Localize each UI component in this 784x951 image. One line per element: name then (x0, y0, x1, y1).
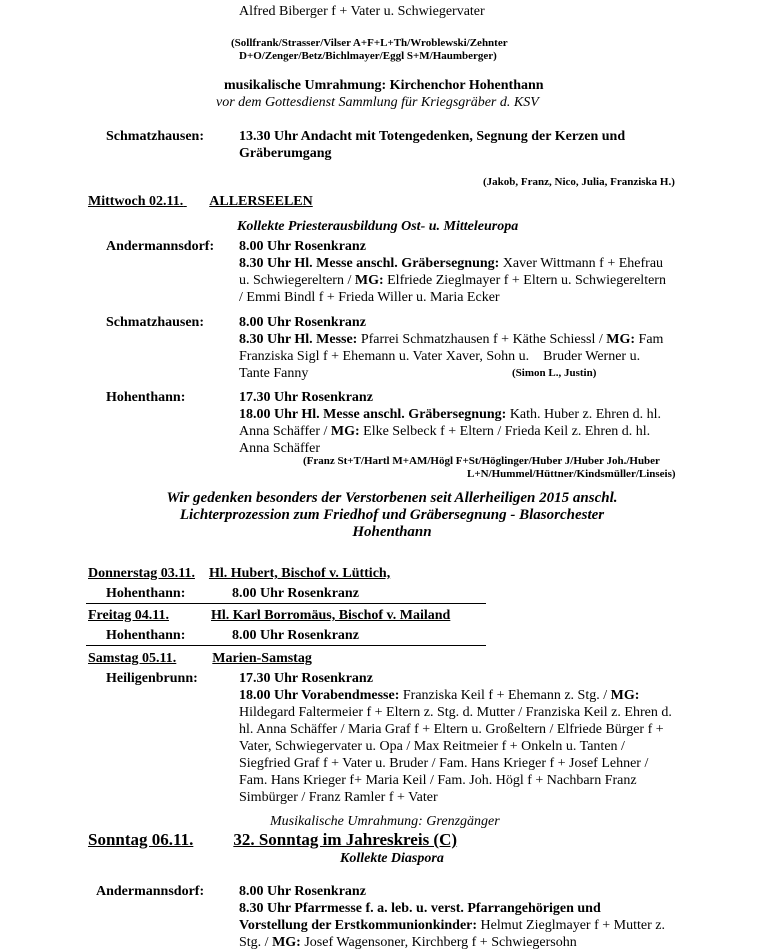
event-line: Siegfried Graf f + Vater u. Bruder / Fam. Hans Krieger f + Josef Lehner / (239, 756, 649, 771)
event-line: Hildegard Faltermeier f + Eltern z. Stg. d. Mutter / Franziska Keil z. Ehren d. (239, 705, 672, 720)
mg-label: MG: (606, 332, 636, 347)
mass-label: 8.30 Uhr Hl. Messe: (239, 332, 358, 347)
place-label: Hohenthann: (106, 390, 186, 405)
mg-label: MG: (610, 688, 640, 703)
day-heading (88, 193, 313, 210)
notice-line: Lichterprozession zum Friedhof und Gräbersegnung - Blasorchester (179, 507, 605, 523)
day-date: Donnerstag 03.11. (88, 566, 195, 581)
place-label: Schmatzhausen: (106, 315, 205, 330)
day-heading (88, 565, 390, 582)
place-label: Schmatzhausen: (106, 129, 205, 144)
place-label: Hohenthann: (106, 628, 186, 643)
event-line (239, 423, 650, 440)
event-line: 8.30 Uhr Pfarrmesse f. a. leb. u. verst. Pfarrangehörigen und (239, 901, 601, 916)
event-line: 17.30 Uhr Rosenkranz (239, 390, 373, 405)
place-label: Heiligenbrunn: (106, 671, 198, 686)
feast-name: Hl. Hubert, Bischof v. Lüttich, (208, 566, 391, 581)
event-line (239, 406, 661, 423)
server-names: D+O/Zenger/Betz/Bichlmayer/Eggl S+M/Haumberger) (239, 50, 497, 62)
music-note: Musikalische Umrahmung: Grenzgänger (270, 814, 500, 829)
mass-intention: Kath. Huber z. Ehren d. hl. (506, 407, 662, 422)
intention-text: u. Schwiegereltern / (239, 273, 355, 288)
music-note: musikalische Umrahmung: Kirchenchor Hohenthann (224, 78, 544, 93)
feast-name: 32. Sonntag im Jahreskreis (C) (233, 830, 458, 849)
place-label: Andermannsdorf: (96, 884, 205, 899)
day-heading (88, 607, 450, 624)
feast-name: Marien-Samstag (212, 651, 312, 666)
event-line: 8.00 Uhr Rosenkranz (239, 239, 366, 254)
event-line: hl. Anna Schäffer / Maria Graf f + Eltern u. Großeltern / Elfriede Bürger f + (239, 722, 664, 737)
event-line: 8.00 Uhr Rosenkranz (232, 628, 359, 643)
event-line (239, 331, 663, 348)
event-line (239, 687, 639, 704)
event-line: Vater, Schwiegervater u. Opa / Max Reitmeier f + Onkeln u. Tanten / (239, 739, 625, 754)
mass-label: 8.30 Uhr Hl. Messe anschl. Gräbersegnung: (239, 256, 500, 271)
mass-intention: Pfarrei Schmatzhausen f + Käthe Schiessl / (357, 332, 607, 347)
intention-text: Anna Schäffer / (239, 424, 331, 439)
day-heading (88, 650, 312, 667)
intention-text: Fam (635, 332, 664, 347)
intention-text: Elfriede Zieglmayer f + Eltern u. Schwiegereltern (383, 273, 666, 288)
collection-note: vor dem Gottesdienst Sammlung für Kriegsgräber d. KSV (216, 95, 539, 110)
mg-label: MG: (330, 424, 360, 439)
event-line: Anna Schäffer (239, 441, 320, 456)
day-date: Sonntag 06.11. (88, 830, 194, 849)
place-label: Andermannsdorf: (106, 239, 215, 254)
divider (86, 603, 486, 604)
server-names: (Franz St+T/Hartl M+AM/Högl F+St/Höglinger/Huber J/Huber Joh./Huber (303, 455, 660, 467)
event-line: 17.30 Uhr Rosenkranz (239, 671, 373, 686)
event-line: Simbürger / Franz Ramler f + Vater (239, 790, 438, 805)
day-date: Mittwoch 02.11. (88, 194, 184, 209)
event-line: 8.00 Uhr Rosenkranz (232, 586, 359, 601)
event-line: Fam. Hans Krieger f+ Maria Keil / Fam. Joh. Högl f + Nachbarn Franz (239, 773, 637, 788)
event-line (239, 128, 693, 145)
event-line: / Emmi Bindl f + Frieda Willer u. Maria Ecker (239, 290, 500, 305)
intention-text: Elke Selbeck f + Eltern / Frieda Keil z. Ehren d. hl. (359, 424, 651, 439)
notice-line: Hohenthann (352, 524, 432, 540)
day-date: Freitag 04.11. (88, 608, 170, 623)
feast-name: Hl. Karl Borromäus, Bischof v. Mailand (211, 608, 451, 623)
mass-label: 18.00 Uhr Vorabendmesse: (239, 688, 400, 703)
place-label: Hohenthann: (106, 586, 186, 601)
mg-label: MG: (272, 935, 301, 950)
server-names: (Simon L., Justin) (512, 367, 597, 379)
server-names: L+N/Hummel/Hüttner/Kindsmüller/Linseis) (467, 468, 676, 480)
intention-line: Alfred Biberger f + Vater u. Schwiegervater (239, 4, 485, 19)
collection-note: Kollekte Diaspora (340, 851, 444, 866)
intention-text: Josef Wagensoner, Kirchberg f + Schwiegersohn (300, 935, 577, 950)
collection-note: Kollekte Priesterausbildung Ost- u. Mitteleuropa (237, 219, 519, 234)
event-line: Gräberumgang (239, 146, 332, 161)
event-text: 13.30 Uhr Andacht mit Totengedenken, Segnung der Kerzen und (239, 129, 626, 144)
mass-label: Vorstellung der Erstkommunionkinder: (239, 918, 478, 933)
notice-line: Wir gedenken besonders der Verstorbenen seit Allerheiligen 2015 anschl. (166, 490, 618, 506)
event-line: 8.00 Uhr Rosenkranz (239, 315, 366, 330)
event-line (239, 917, 665, 934)
intention-text: Stg. / (239, 935, 273, 950)
event-line: Tante Fanny (239, 366, 309, 381)
divider (86, 645, 486, 646)
event-line: 8.00 Uhr Rosenkranz (239, 884, 366, 899)
mg-label: MG: (354, 273, 384, 288)
event-line (239, 272, 666, 289)
mass-label: 18.00 Uhr Hl. Messe anschl. Gräbersegnung: (239, 407, 507, 422)
feast-name: ALLERSEELEN (209, 194, 313, 209)
day-date: Samstag 05.11. (88, 651, 177, 666)
server-names: (Sollfrank/Strasser/Vilser A+F+L+Th/Wroblewski/Zehnter (231, 37, 508, 49)
event-line (239, 255, 663, 272)
mass-intention: Helmut Zieglmayer f + Mutter z. (477, 918, 665, 933)
mass-intention: Xaver Wittmann f + Ehefrau (499, 256, 664, 271)
mass-intention: Franziska Keil f + Ehemann z. Stg. / (399, 688, 611, 703)
event-line (239, 934, 577, 951)
day-heading (88, 830, 457, 850)
server-names: (Jakob, Franz, Nico, Julia, Franziska H.) (483, 176, 675, 188)
event-line: Franziska Sigl f + Ehemann u. Vater Xaver, Sohn u. Bruder Werner u. (239, 349, 641, 364)
